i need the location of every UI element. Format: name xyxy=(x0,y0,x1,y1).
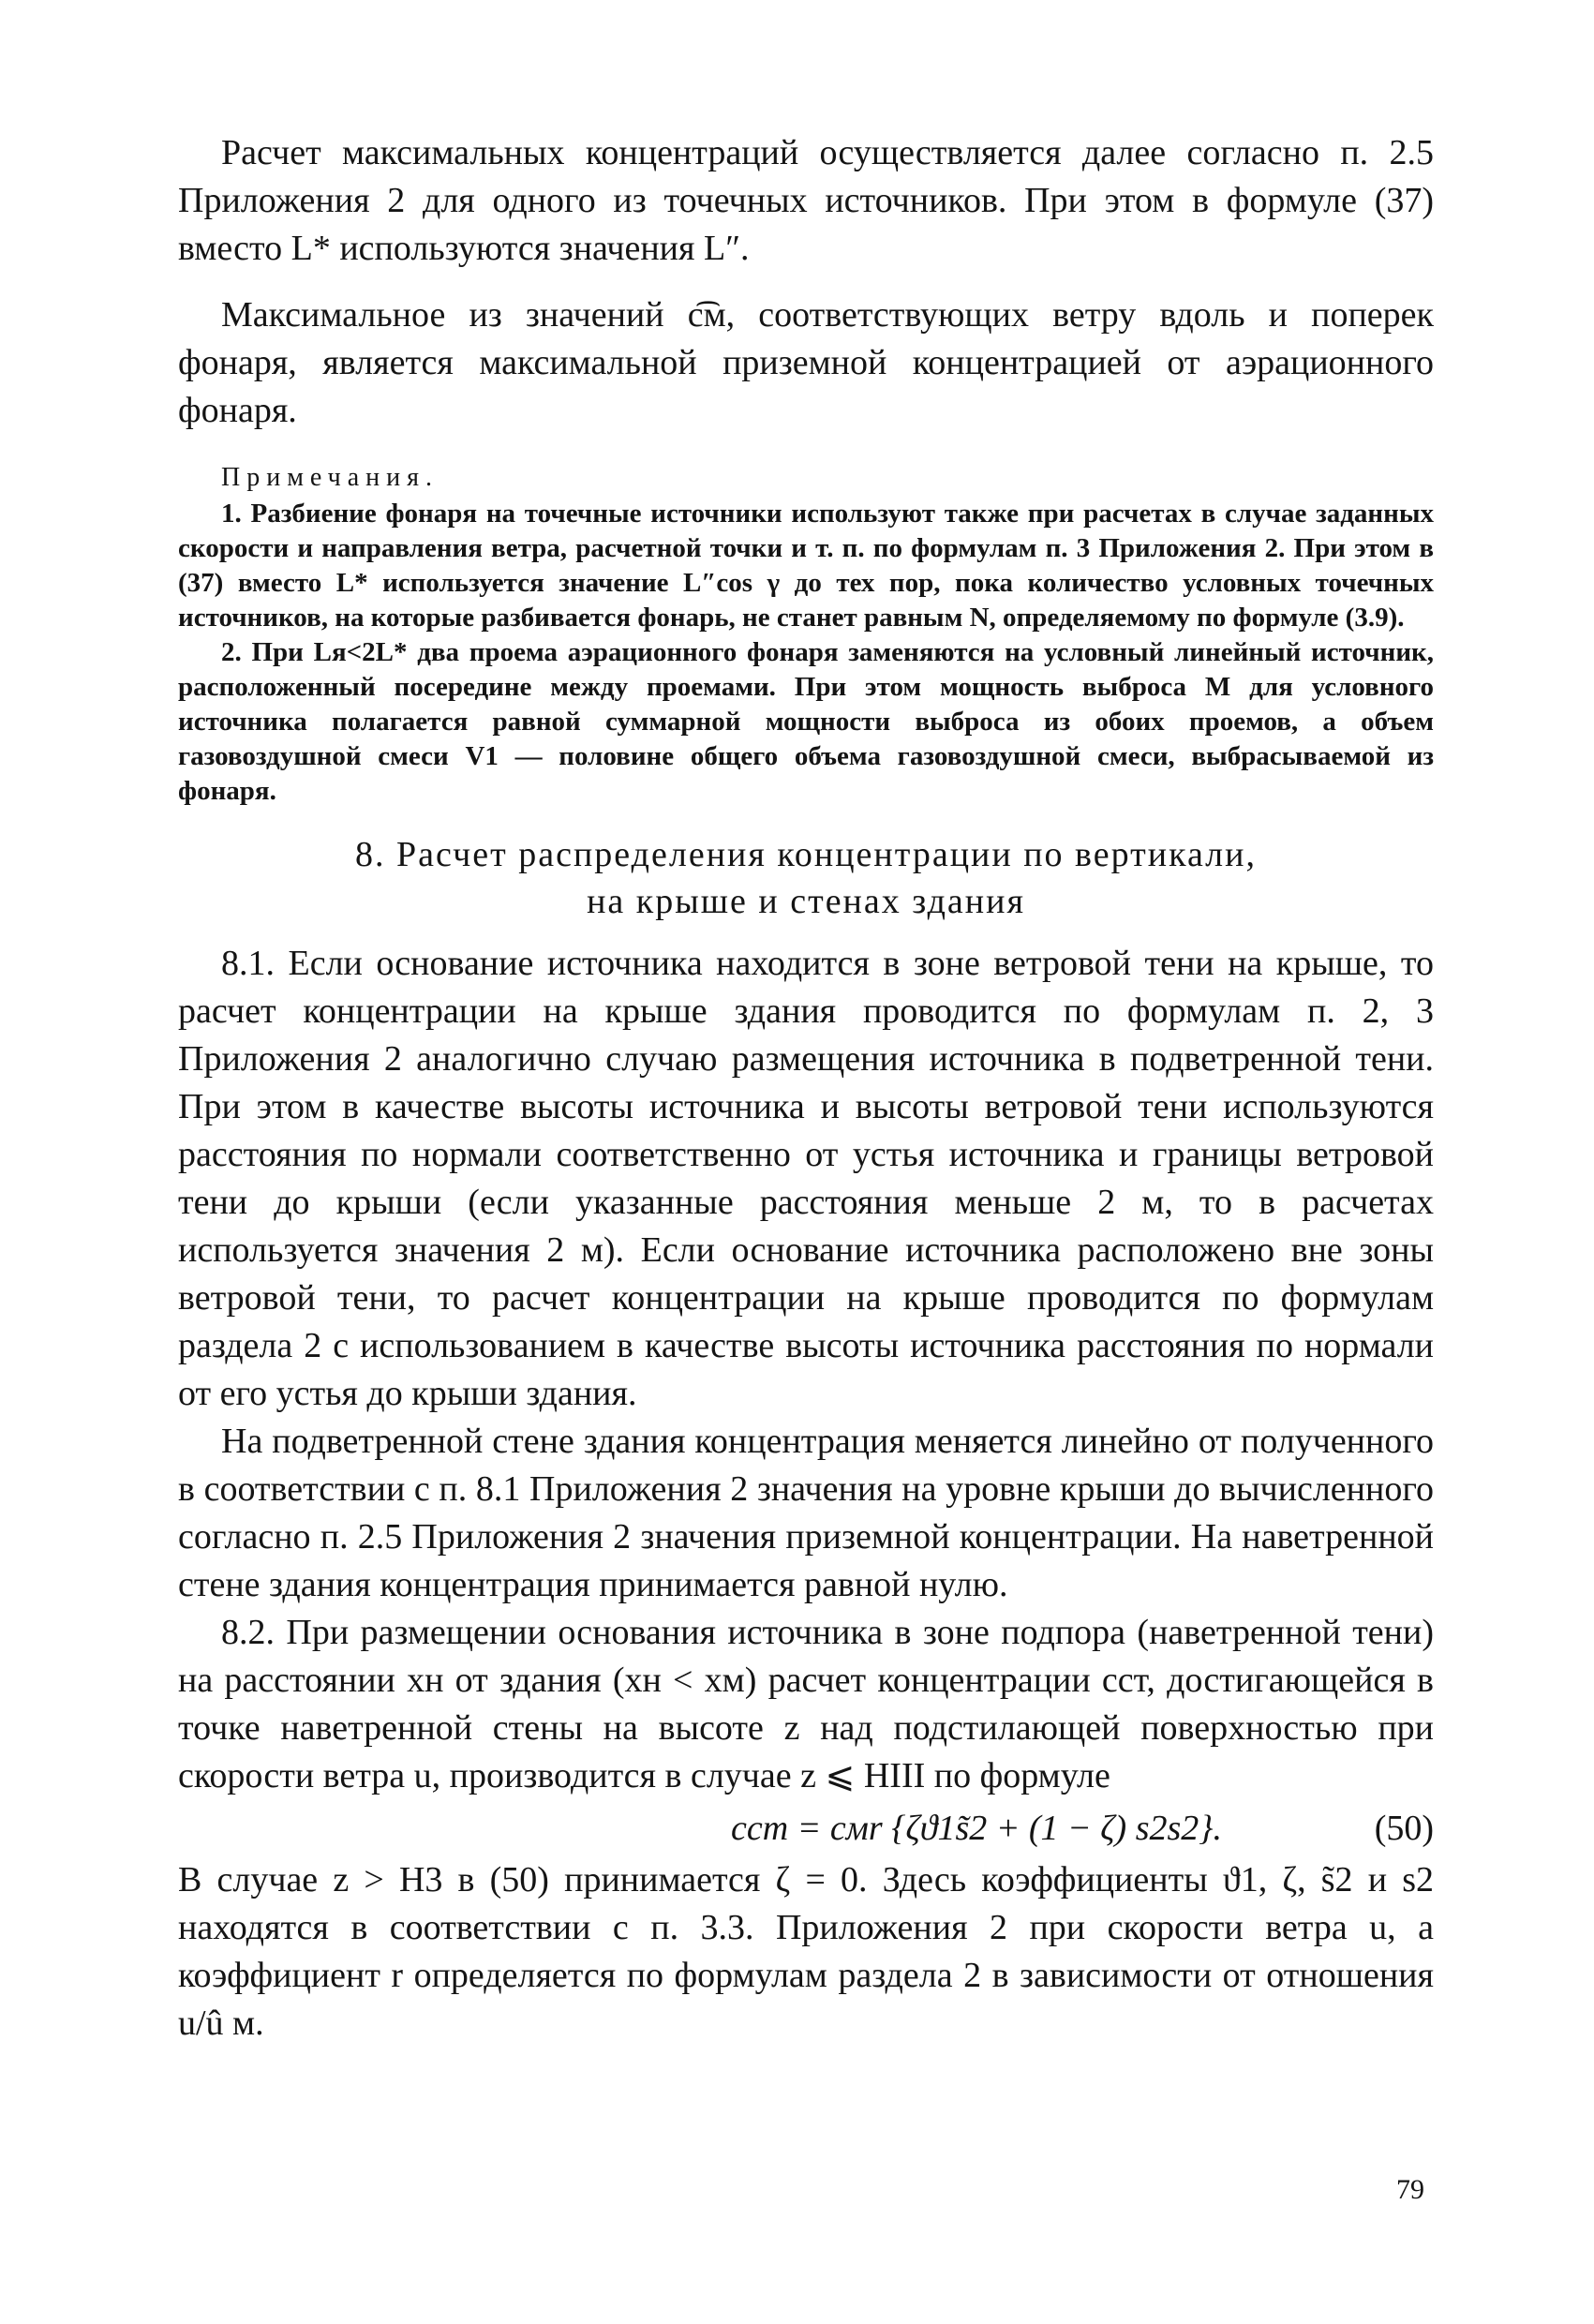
paragraph-8-2: 8.2. При размещении основания источника в зоне подпора (наветренной тени) на расстоянии xн от здания (xн < xм) расчет концентрации cст, достигающейся в точке наветренной стены на высоте z над подстилающей поверхностью при скорости ветра u, производится в случае z ⩽ HIII по формуле xyxy=(178,1613,1434,1795)
formula-number: (50) xyxy=(1374,1809,1434,1848)
section-title xyxy=(178,831,1434,925)
paragraph-after-formula: В случае z > H3 в (50) принимается ζ = 0. Здесь коэффициенты ϑ1, ζ, s̃2 и s2 находятся в соответствии с п. 3.3. Приложения 2 при скорости ветра u, а коэффициент r определяется по формулам раздела 2 в зависимости от отношения u/û м. xyxy=(178,1860,1434,2043)
section-title-line-2: на крыше и стенах здания xyxy=(587,882,1025,921)
section-title-line-1: 8. Расчет распределения концентрации по вертикали, xyxy=(355,835,1257,874)
formula-50: cст = cмr {ζϑ1s̃2 + (1 − ζ) s2s2}. xyxy=(731,1809,1222,1848)
paragraph-leeward-wall: На подветренной стене здания концентрация меняется линейно от полученного в соответствии с п. 8.1 Приложения 2 значения на уровне крыши до вычисленного согласно п. 2.5 Приложения 2 значения приземной концентрации. На наветренной стене здания концентрация принимается равной нулю. xyxy=(178,1422,1434,1604)
formula-row xyxy=(178,1800,1434,1856)
notes-heading: Примечания. xyxy=(221,463,439,492)
page-number: 79 xyxy=(1396,2174,1424,2205)
paragraph-intro-2: Максимальное из значений c͡м, соответствующих ветру вдоль и поперек фонаря, является максимальной приземной концентрацией от аэрационного фонаря. xyxy=(178,295,1434,430)
note-item-1: 1. Разбиение фонаря на точечные источники используют также при расчетах в случае заданных скорости и направления ветра, расчетной точки и т. п. по формулам п. 3 Приложения 2. При этом в (37) вместо L* используется значение L″cos γ до тех пор, пока количество условных точечных источников, на которые разбивается фонарь, не станет равным N, определяемому по формуле (3.9). xyxy=(178,499,1434,633)
note-item-2: 2. При Lя<2L* два проема аэрационного фонаря заменяются на условный линейный источник, расположенный посередине между проемами. При этом мощность выброса M для условного источника полагается равной суммарной мощности выброса из обоих проемов, а объем газовоздушной смеси V1 — половине общего объема газовоздушной смеси, выбрасываемой из фонаря. xyxy=(178,637,1434,806)
paragraph-8-1: 8.1. Если основание источника находится в зоне ветровой тени на крыше, то расчет концентрации на крыше здания проводится по формулам п. 2, 3 Приложения 2 аналогично случаю размещения источника в подветренной тени. При этом в качестве высоты источника и высоты ветровой тени используются расстояния по нормали соответственно от устья источника и границы ветровой тени до крыши (если указанные расстояния меньше 2 м, то в расчетах используется значения 2 м). Если основание источника расположено вне зоны ветровой тени, то расчет концентрации на крыше проводится по формулам раздела 2 с использованием в качестве высоты источника расстояния по нормали от его устья до крыши здания. xyxy=(178,944,1434,1413)
paragraph-intro-1: Расчет максимальных концентраций осуществляется далее согласно п. 2.5 Приложения 2 для одного из точечных источников. При этом в формуле (37) вместо L* используются значения L″. xyxy=(178,133,1434,268)
page-content xyxy=(178,129,1434,2048)
